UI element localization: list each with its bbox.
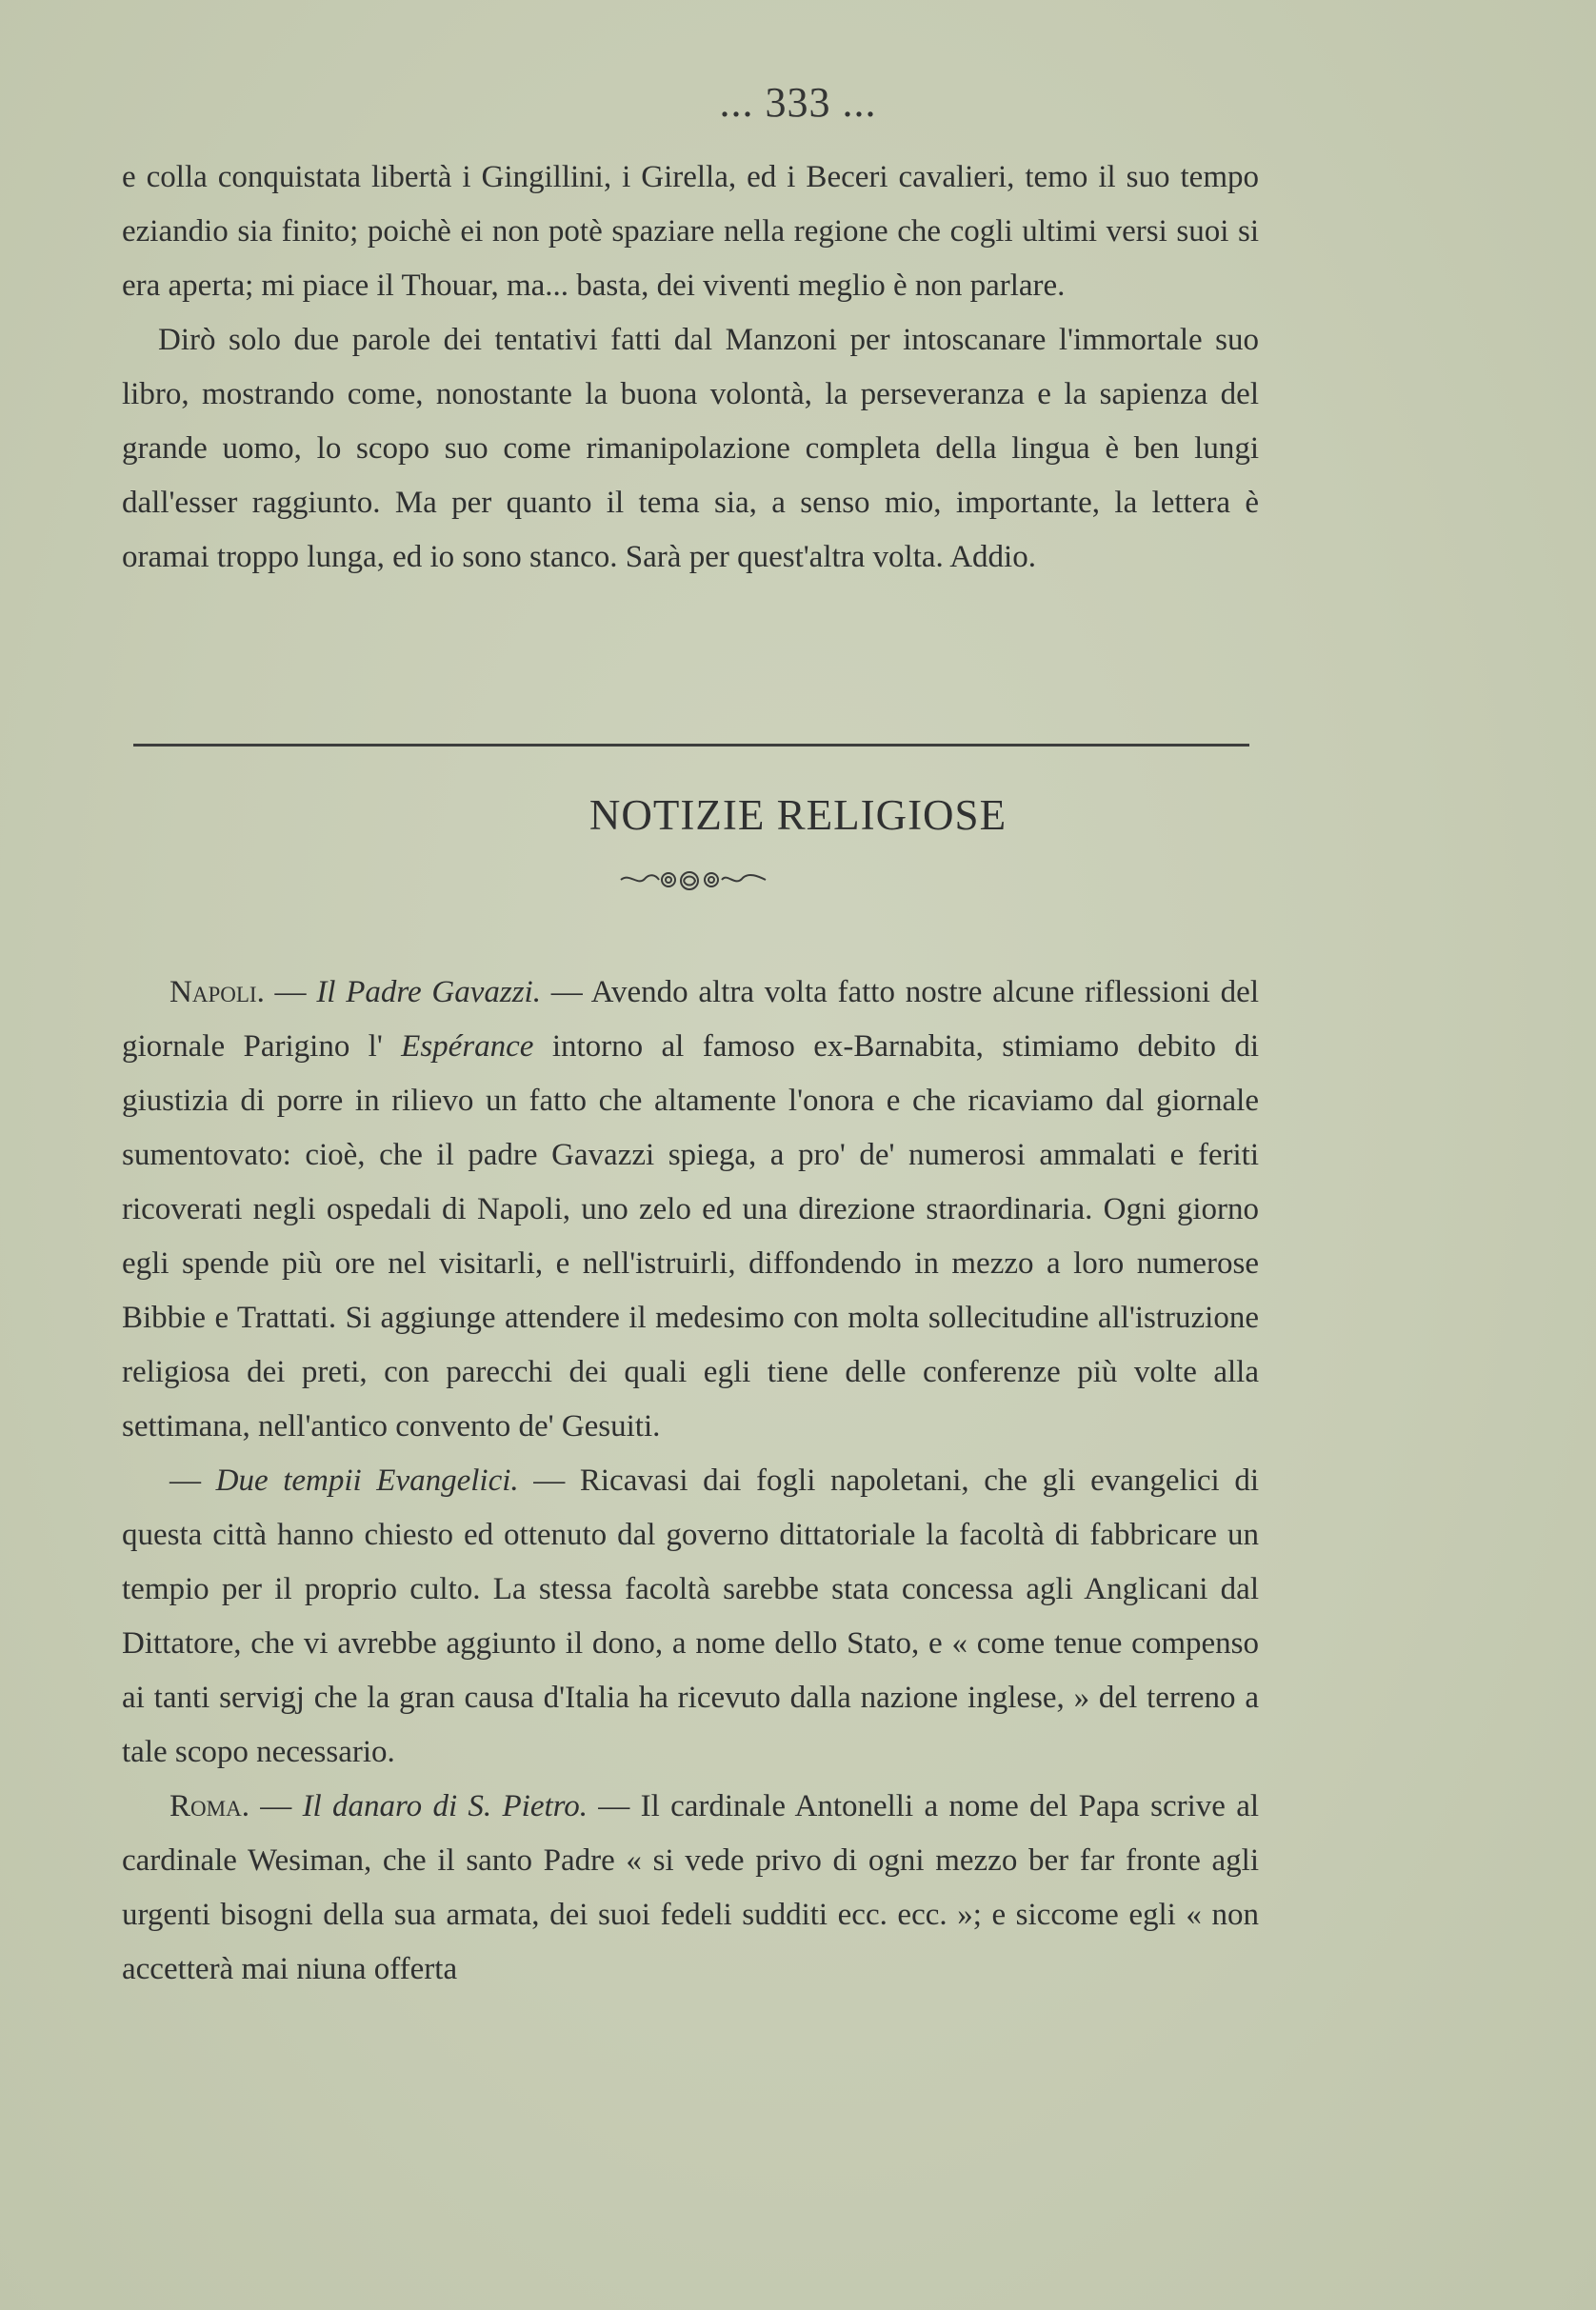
news-item-roma xyxy=(122,1780,1259,1997)
news-separator: — xyxy=(588,1789,641,1823)
news-separator: . — xyxy=(256,975,317,1009)
news-heading: Il danaro di S. Pietro. xyxy=(302,1789,588,1823)
news-text: Avendo altra volta fatto nostre alcune riflessioni del giornale Parigino l' xyxy=(122,975,1260,1064)
news-place: Roma xyxy=(170,1789,242,1823)
news-separator: — xyxy=(518,1464,580,1498)
news-item-napoli xyxy=(122,966,1259,1454)
section-divider xyxy=(133,744,1249,747)
page-number: ... 333 ... xyxy=(719,79,877,126)
letter-paragraph-2: Dirò solo due parole dei tentativi fatti dal Manzoni per intoscanare l'immortale suo libro, mostrando come, nonostante la buona volontà, la perseveranza e la sapienza del grande uomo, lo scopo suo come rimanipolazione completa della lingua è ben lungi dall'esser raggiunto. Ma per quanto il tema sia, a senso mio, importante, la lettera è oramai troppo lunga, ed io sono stanco. Sarà per quest'altra volta. Addio. xyxy=(122,323,1259,574)
news-heading: Due tempii Evangelici. xyxy=(215,1464,519,1498)
news-separator: — xyxy=(170,1464,216,1498)
news-source: Espérance xyxy=(401,1029,534,1064)
news-separator: — xyxy=(540,975,591,1009)
news-text: Il cardinale Antonelli a nome del Papa scrive al cardinale Wesiman, che il santo Padre « si vede privo di ogni mezzo ber far fronte agli urgenti bisogni della sua armata, dei suoi fedeli sudditi ecc. ecc. »; e siccome egli « non accetterà mai niuna offerta xyxy=(122,1789,1260,1986)
letter-conclusion xyxy=(122,150,1259,585)
news-place: Napoli xyxy=(170,975,257,1009)
religious-news xyxy=(122,966,1259,1997)
news-text: Ricavasi dai fogli napoletani, che gli evangelici di questa città hanno chiesto ed ottenuto dal governo dittatoriale la facoltà di fabbricare un tempio per il proprio culto. La stessa facoltà sarebbe stata concessa agli Anglicani dal Dittatore, che vi avrebbe aggiunto il dono, a nome dello Stato, e « come tenue compenso ai tanti servigj che la gran causa d'Italia ha ricevuto dalla nazione inglese, » del terreno a tale scopo necessario. xyxy=(122,1464,1259,1769)
news-separator: . — xyxy=(241,1789,303,1823)
news-item-tempii xyxy=(122,1454,1259,1780)
letter-paragraph-1: e colla conquistata libertà i Gingillini, i Girella, ed i Beceri cavalieri, temo il suo tempo eziandio sia finito; poichè ei non potè spaziare nella regione che cogli ultimi versi suoi si era aperta; mi piace il Thouar, ma... basta, dei viventi meglio è non parlare. xyxy=(122,160,1259,303)
news-text: intorno al famoso ex-Barnabita, stimiamo debito di giustizia di porre in rilievo un fatto che altamente l'onora e che ricaviamo dal giornale sumentovato: cioè, che il padre Gavazzi spiega, a pro' de' numerosi ammalati e feriti ricoverati negli ospedali di Napoli, uno zelo ed una direzione straordinaria. Ogni giorno egli spende più ore nel visitarli, e nell'istruirli, diffondendo in mezzo a loro numerose Bibbie e Trattati. Si aggiunge attendere il medesimo con molta sollecitudine all'istruzione religiosa dei preti, con parecchi dei quali egli tiene delle conferenze più volte alla settimana, nell'antico convento de' Gesuiti. xyxy=(122,1029,1259,1444)
news-heading: Il Padre Gavazzi. xyxy=(316,975,541,1009)
section-title: NOTIZIE RELIGIOSE xyxy=(589,791,1007,839)
fleuron-ornament-icon xyxy=(617,866,769,893)
